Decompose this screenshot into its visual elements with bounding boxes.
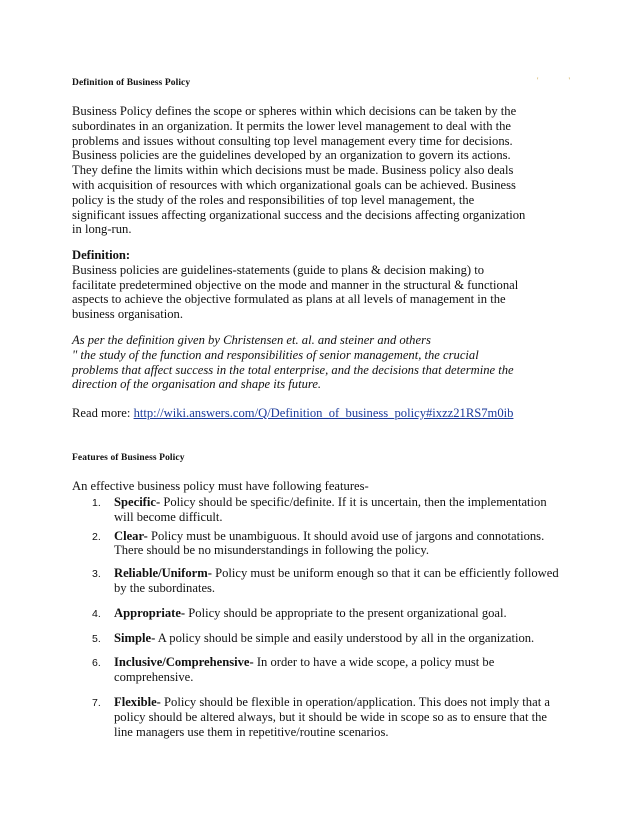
feature-text: Policy must be unambiguous. It should avoid use of jargons and connotations. — [147, 528, 545, 543]
list-number: 7. — [92, 696, 101, 709]
list-item — [72, 655, 562, 685]
feature-term: Appropriate- — [114, 605, 186, 620]
feature-text: will become difficult. — [114, 509, 223, 524]
feature-text: Policy should be flexible in operation/application. This does not imply that a — [160, 694, 550, 709]
features-intro-text: An effective business policy must have following features- — [72, 479, 369, 493]
feature-text: policy should be altered always, but it should be wide in scope so as to ensure that the — [114, 709, 547, 724]
quote-block — [72, 333, 542, 392]
definition-line: aspects to achieve the objective formulated as plans at all levels of management in the — [72, 292, 506, 307]
feature-term: Flexible- — [114, 694, 161, 709]
list-item — [72, 566, 562, 596]
paragraph-line: policy is the study of the roles and responsibilities of top level management, the — [72, 192, 475, 207]
feature-text: There should be no misunderstandings in following the policy. — [114, 543, 430, 558]
features-list — [72, 495, 562, 739]
quote-line: direction of the organisation and shape its future. — [72, 377, 322, 392]
features-intro — [72, 479, 542, 494]
list-item — [72, 529, 562, 559]
decorative-dots: ' ' — [537, 76, 584, 85]
list-number: 6. — [92, 657, 101, 670]
feature-text: line managers use them in repetitive/routine scenarios. — [114, 724, 389, 739]
paragraph-line: problems and issues without consulting top level management every time for decisions. — [72, 133, 513, 148]
list-number: 1. — [92, 497, 101, 509]
list-number: 4. — [92, 607, 101, 620]
paragraph-line: subordinates in an organization. It permits the lower level management to deal with the — [72, 118, 512, 133]
feature-text: Policy should be specific/definite. If it is uncertain, then the implementation — [160, 495, 547, 509]
feature-text: A policy should be simple and easily understood by all in the organization. — [155, 630, 535, 645]
feature-term: Inclusive/Comprehensive- — [114, 655, 254, 670]
feature-text: Policy should be appropriate to the present organizational goal. — [185, 605, 507, 620]
list-item — [72, 606, 562, 621]
definition-line: facilitate predetermined objective on the mode and manner in the structural & functional — [72, 277, 519, 292]
definition-title: Definition: — [72, 248, 131, 262]
definition-line: Business policies are guidelines-statements (guide to plans & decision making) to — [72, 262, 485, 277]
list-number: 2. — [92, 530, 101, 543]
feature-term: Simple- — [114, 630, 156, 645]
definition-line: business organisation. — [72, 307, 184, 322]
quote-line: " the study of the function and responsibilities of senior management, the crucial — [72, 347, 479, 362]
section-heading-definition: Definition of Business Policy — [72, 78, 191, 88]
list-item — [72, 495, 562, 525]
feature-term: Reliable/Uniform- — [114, 566, 212, 581]
read-more — [72, 406, 542, 421]
feature-text: by the subordinates. — [114, 580, 216, 595]
quote-line: problems that affect success in the total enterprise, and the decisions that determine the — [72, 362, 514, 377]
paragraph-line: Business Policy defines the scope or spheres within which decisions can be taken by the — [72, 104, 517, 118]
paragraph-line: significant issues affecting organizational success and the decisions affecting organization — [72, 207, 526, 222]
feature-text: In order to have a wide scope, a policy must be — [253, 655, 495, 670]
read-more-link[interactable]: http://wiki.answers.com/Q/Definition_of_business_policy#ixzz21RS7m0ib — [133, 406, 514, 420]
feature-term: Clear- — [114, 528, 148, 543]
feature-text: comprehensive. — [114, 670, 194, 685]
list-item — [72, 631, 562, 646]
feature-term: Specific- — [114, 495, 161, 509]
list-item — [72, 695, 562, 739]
definition-block — [72, 248, 542, 322]
paragraph-line: in long-run. — [72, 222, 132, 237]
quote-line: As per the definition given by Christensen et. al. and steiner and others — [72, 333, 431, 347]
list-number: 3. — [92, 568, 101, 581]
paragraph-line: They define the limits within which decisions must be made. Business policy also deals — [72, 163, 514, 178]
feature-text: Policy must be uniform enough so that it can be efficiently followed — [211, 566, 559, 581]
paragraph-line: Business policies are the guidelines developed by an organization to govern its actions. — [72, 148, 511, 163]
paragraph-line: with acquisition of resources with which organizational goals can be achieved. Business — [72, 177, 516, 192]
section-heading-features: Features of Business Policy — [72, 453, 185, 463]
list-number: 5. — [92, 632, 101, 645]
read-more-label: Read more: — [72, 406, 134, 420]
business-policy-paragraph — [72, 104, 542, 237]
